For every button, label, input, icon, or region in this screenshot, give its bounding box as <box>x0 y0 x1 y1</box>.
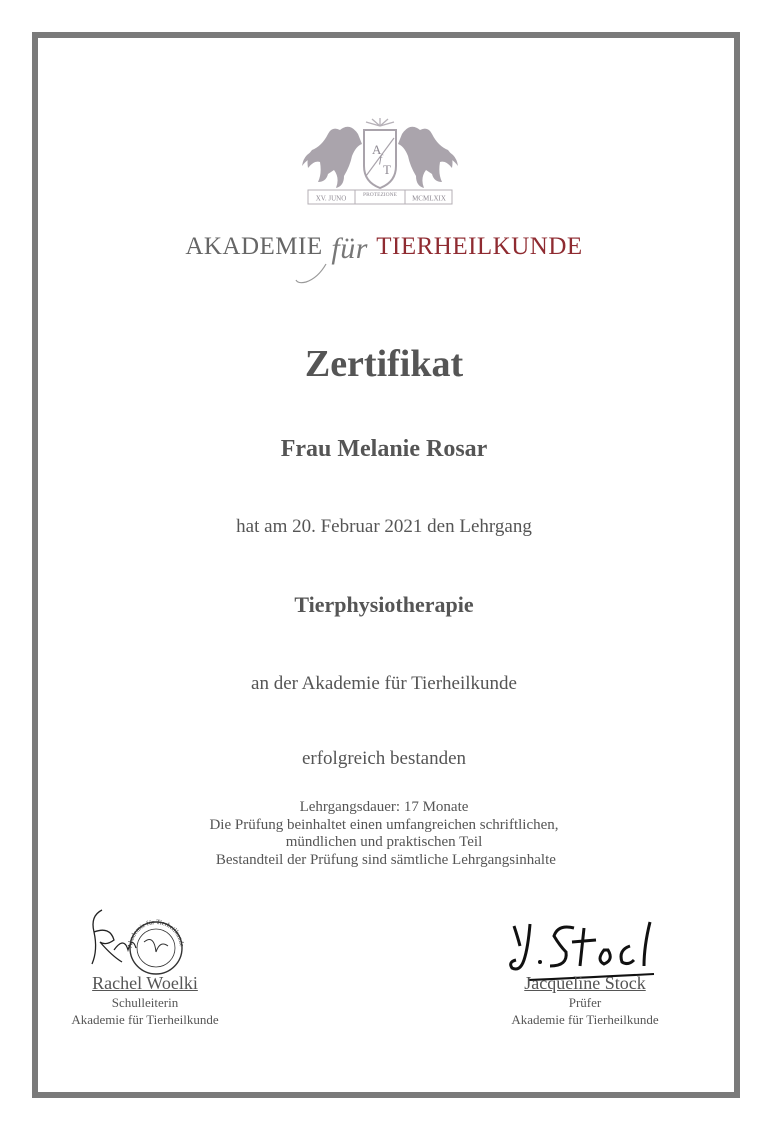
academy-line: an der Akademie für Tierheilkunde <box>251 673 517 694</box>
brand-akademie: AKADEMIE <box>185 233 323 260</box>
left-signer-name: Rachel Woelki <box>92 973 198 993</box>
left-signer-org: Akademie für Tierheilkunde <box>71 1012 219 1027</box>
result-line: erfolgreich bestanden <box>301 748 467 769</box>
left-signer-role: Schulleiterin <box>111 995 179 1010</box>
detail-exam-parts: mündlichen und praktischen Teil <box>285 834 483 850</box>
recipient-name: Frau Melanie Rosar <box>280 436 488 462</box>
date-line: hat am 20. Februar 2021 den Lehrgang <box>236 516 532 537</box>
detail-exam-content: Bestandteil der Prüfung sind sämtliche Lehrgangsinhalte <box>212 851 556 868</box>
brand-fuer: für <box>331 232 368 265</box>
academy-brand-name <box>0 228 768 265</box>
crest-ribbon-left: XV. JUNO <box>315 194 347 203</box>
stamp-text: Akademie für Tierheilkunde <box>126 918 185 949</box>
right-signer-name: Jacqueline Stock <box>524 973 646 993</box>
left-signature-and-stamp <box>84 906 194 978</box>
right-signer-org: Akademie für Tierheilkunde <box>511 1012 659 1027</box>
brand-tierheilkunde: TIERHEILKUNDE <box>376 233 583 260</box>
brand-swash-icon <box>292 262 332 288</box>
right-signer-role: Prüfer <box>568 995 602 1010</box>
course-name: Tierphysiotherapie <box>294 592 474 617</box>
detail-exam-description: Die Prüfung beinhaltet einen umfangreichen schriftlichen, <box>209 816 559 833</box>
certificate-title: Zertifikat <box>304 343 464 385</box>
academy-crest-logo <box>300 116 460 210</box>
svg-text:Akademie für Tierheilkunde <box>127 919 185 948</box>
svg-text:f: f <box>379 153 383 165</box>
crest-ribbon-center: PROTEZIONE <box>363 192 397 198</box>
right-signature-block <box>480 972 690 1028</box>
detail-duration: Lehrgangsdauer: 17 Monate <box>299 799 469 815</box>
crest-ribbon-right: MCMLXIX <box>412 194 446 203</box>
svg-text:T: T <box>383 162 391 177</box>
course-details <box>0 799 768 869</box>
left-signature-block <box>40 972 250 1028</box>
crest-monogram-a: A <box>372 142 382 157</box>
